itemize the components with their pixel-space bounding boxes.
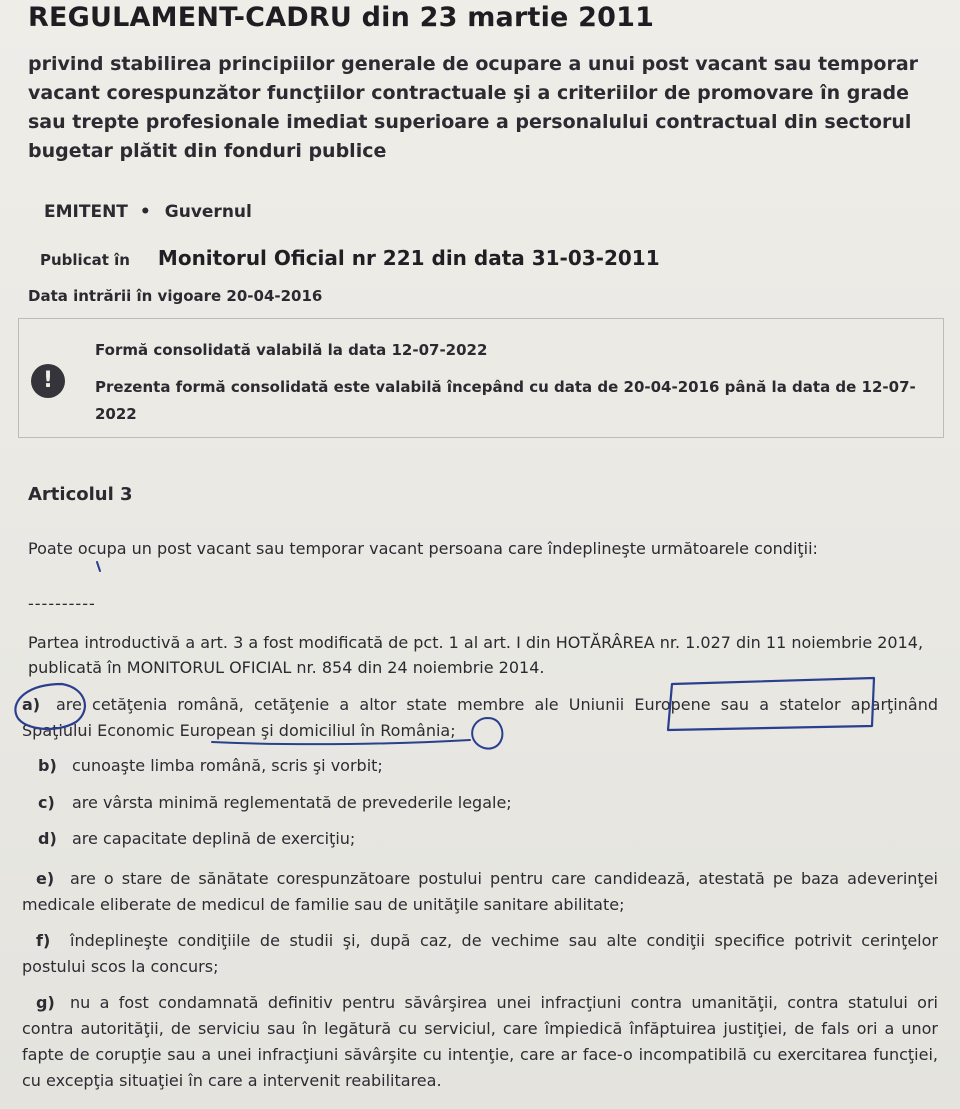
article-intro: Poate ocupa un post vacant sau temporar vacant persoana care îndeplineşte următoarele condiţii: [28,539,818,558]
emitent-value: Guvernul [164,202,252,222]
item-text: nu a fost condamnată definitiv pentru săvârşirea unei infracţiuni contra umanităţii, contra statului ori contra autorităţii, de serviciu sau în legătură cu serviciul, care împiedică înfăptuirea justiţiei, de fals ori a unor fapte de corupţie sau a unei infracţiuni săvârşite cu intenţie, care ar face-o incompatibilă cu exercitarea funcţiei, cu excepţia situaţiei în care a intervenit reabilitarea. [22,993,938,1090]
emitent-bullet: • [139,202,151,222]
item-letter: a) [22,695,41,714]
item-letter: d) [38,829,57,848]
item-letter: c) [38,793,55,812]
article-heading: Articolul 3 [28,484,133,505]
item-letter: e) [36,869,55,888]
separator-line: ---------- [28,594,96,613]
condition-item-e [22,866,938,918]
condition-item-d [38,826,355,852]
condition-item-f [22,928,938,980]
item-text: cunoaşte limba română, scris şi vorbit; [72,756,383,775]
item-text: are capacitate deplină de exerciţiu; [72,829,356,848]
item-text: are vârsta minimă reglementată de prevederile legale; [72,793,512,812]
notice-text: Prezenta formă consolidată este valabilă începând cu data de 20-04-2016 până la data de 12-07-2022 [95,378,916,423]
amendment-note: Partea introductivă a art. 3 a fost modificată de pct. 1 al art. I din HOTĂRÂREA nr. 1.027 din 11 noiembrie 2014, publicată în MONITORUL OFICIAL nr. 854 din 24 noiembrie 2014. [28,633,924,677]
publicat-value: Monitorul Oficial nr 221 din data 31-03-2011 [157,246,660,270]
item-letter: g) [36,993,55,1012]
item-letter: f) [36,931,51,950]
item-text: are o stare de sănătate corespunzătoare postului pentru care candidează, atestată pe baza adeverinţei medicale eliberate de medicul de familie sau de unităţile sanitare abilitate; [22,869,938,914]
condition-item-g [22,990,938,1094]
condition-item-c [38,790,512,816]
pen-mark-conditii [97,562,100,571]
item-text: are cetăţenia română, cetăţenie a altor state membre ale Uniunii Europene sau a statelor aparţinând Spaţiului Economic European şi domiciliul în România; [22,695,938,740]
document-subtitle: privind stabilirea principiilor generale de ocupare a unui post vacant sau temporar vacant corespunzător funcţiilor contractuale şi a criteriilor de promovare în grade sau trepte profesionale imediat superioare a personalului contractual din sectorul bugetar plătit din fonduri publice [28,53,919,162]
publicat-row [40,246,660,270]
notice-title: Formă consolidată valabilă la data 12-07-2022 [95,341,488,359]
document-title: REGULAMENT-CADRU din 23 martie 2011 [28,2,655,33]
warning-icon: ! [31,364,65,398]
item-letter: b) [38,756,57,775]
condition-item-b [38,753,383,779]
emitent-row [44,202,252,222]
emitent-label: EMITENT [44,202,128,222]
consolidated-form-notice [18,318,944,438]
item-text: îndeplineşte condiţiile de studii şi, după caz, de vechime sau alte condiţii specifice potrivit cerinţelor postului scos la concurs; [22,931,938,976]
vigoare-date: Data intrării în vigoare 20-04-2016 [28,287,323,305]
condition-item-a [22,692,938,744]
publicat-label: Publicat în [40,251,130,269]
